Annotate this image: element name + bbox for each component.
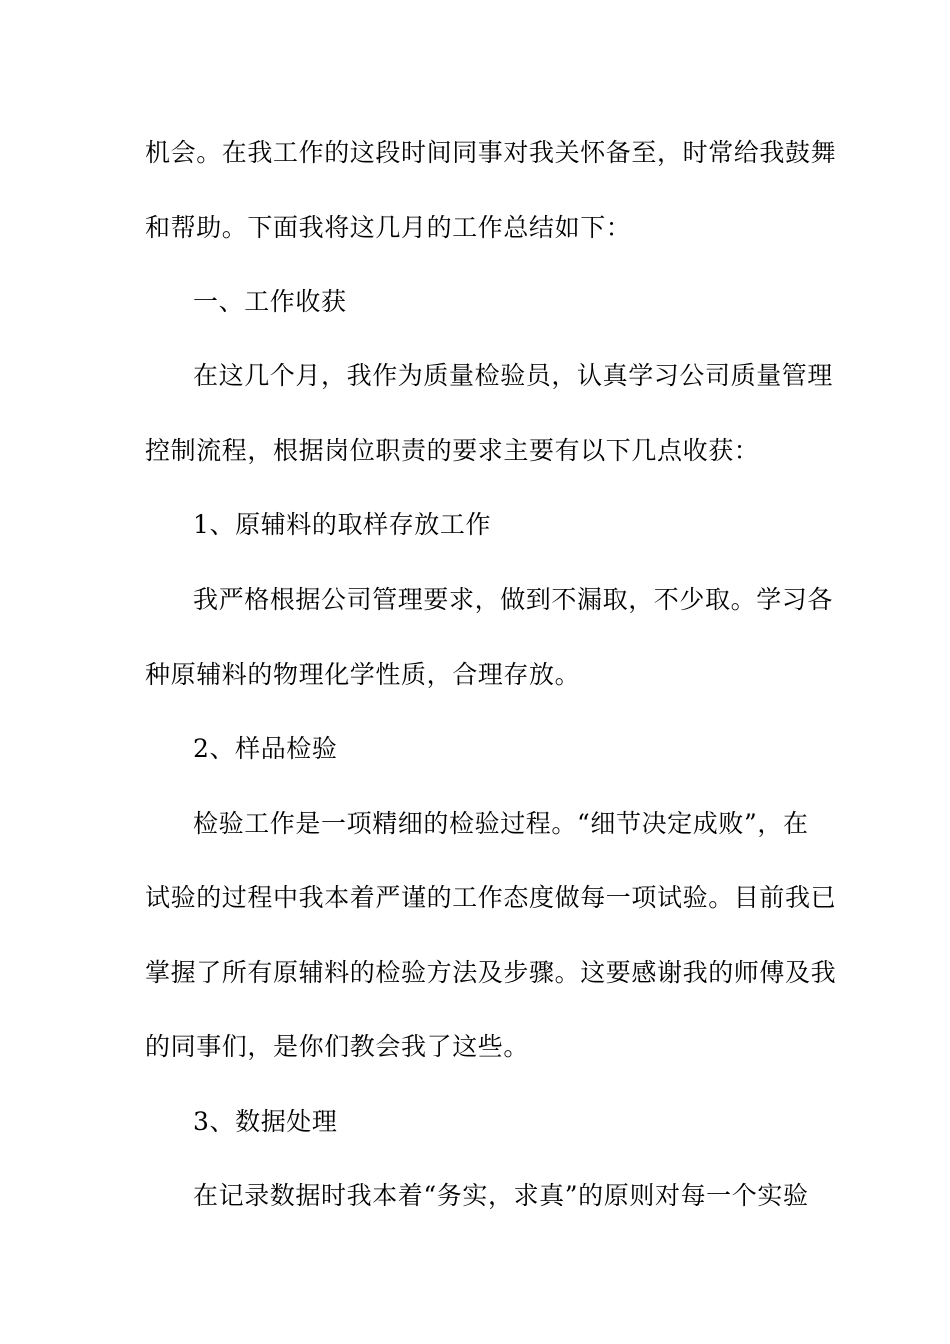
body-text-line: 试验的过程中我本着严谨的工作态度做每一项试验。目前我已 bbox=[145, 883, 837, 912]
body-text-line: 检验工作是一项精细的检验过程。“细节决定成败”，在 bbox=[193, 809, 809, 838]
body-text-line: 在记录数据时我本着“务实，求真”的原则对每一个实验 bbox=[193, 1181, 809, 1210]
subsection-heading: 1、原辅料的取样存放工作 bbox=[193, 510, 492, 539]
body-text-line: 机会。在我工作的这段时间同事对我关怀备至，时常给我鼓舞 bbox=[145, 138, 837, 167]
body-text-line: 种原辅料的物理化学性质，合理存放。 bbox=[145, 660, 581, 689]
body-text-line: 的同事们，是你们教会我了这些。 bbox=[145, 1032, 530, 1061]
section-heading: 一、工作收获 bbox=[193, 287, 347, 316]
body-text-line: 我严格根据公司管理要求，做到不漏取，不少取。学习各 bbox=[193, 585, 834, 614]
body-text-line: 在这几个月，我作为质量检验员，认真学习公司质量管理 bbox=[193, 361, 834, 390]
body-text-line: 和帮助。下面我将这几月的工作总结如下： bbox=[145, 213, 632, 242]
body-text-line: 掌握了所有原辅料的检验方法及步骤。这要感谢我的师傅及我 bbox=[145, 958, 837, 987]
subsection-heading: 3、数据处理 bbox=[193, 1107, 338, 1136]
body-text-line: 控制流程，根据岗位职责的要求主要有以下几点收获： bbox=[145, 436, 760, 465]
subsection-heading: 2、样品检验 bbox=[193, 734, 338, 763]
